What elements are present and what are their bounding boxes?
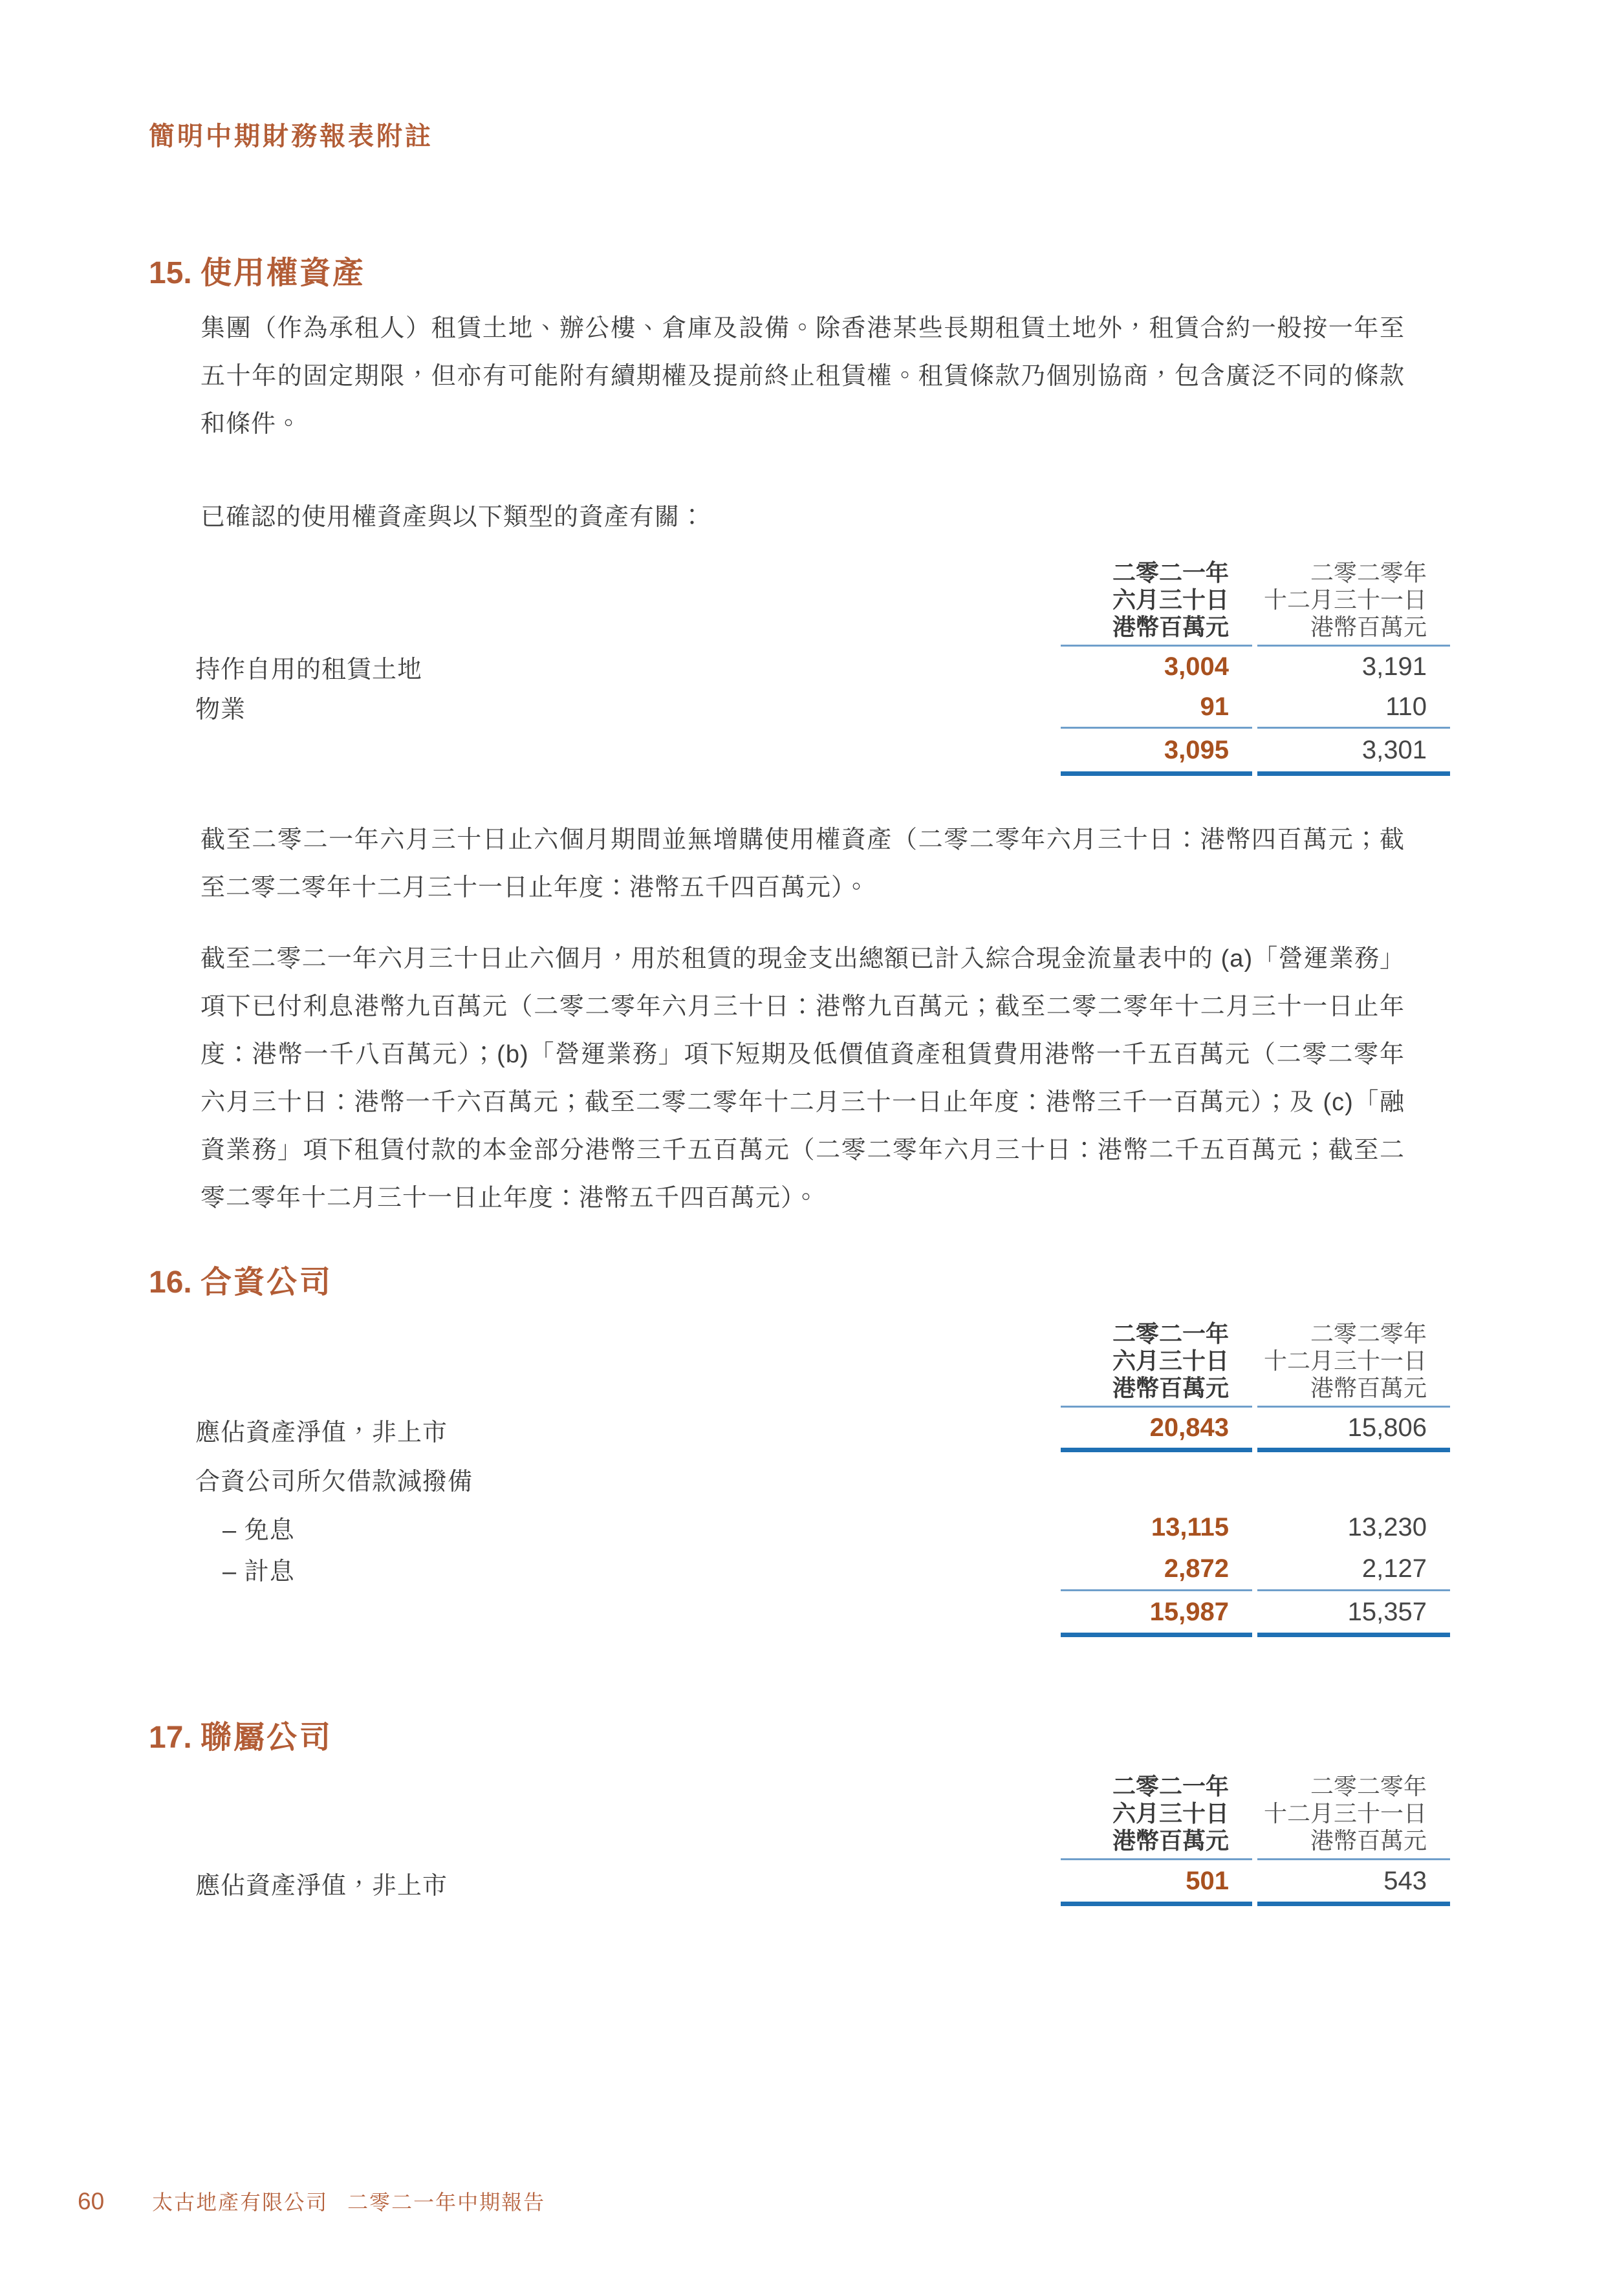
company-name: 太古地產有限公司 (152, 2191, 329, 2214)
value-2021: 20,843 (1061, 1408, 1252, 1452)
section-17-title-text: 聯屬公司 (200, 1721, 333, 1755)
total-2020: 15,357 (1257, 1589, 1450, 1637)
row-label: 持作自用的租賃土地 (195, 656, 423, 683)
column-header-2020: 二零二零年 十二月三十一日 港幣百萬元 (1257, 1773, 1450, 1860)
column-header-2020: 二零二零年 十二月三十一日 港幣百萬元 (1257, 559, 1450, 647)
total-2021: 15,987 (1061, 1589, 1252, 1637)
value-2021: 2,872 (1164, 1554, 1229, 1583)
table-row (195, 687, 1450, 727)
column-header-2021: 二零二一年 六月三十日 港幣百萬元 (1061, 559, 1252, 647)
section-16-title-text: 合資公司 (200, 1265, 333, 1300)
row-label: 物業 (195, 696, 246, 724)
right-of-use-assets-table (190, 559, 1455, 776)
table-header-row (195, 1773, 1450, 1860)
section-15-note-1: 截至二零二一年六月三十日止六個月期間並無增購使用權資產（二零二零年六月三十日：港幣四百萬元；截至二零二零年十二月三十一日止年度：港幣五千四百萬元）。 (200, 826, 1405, 901)
column-header-2021: 二零二一年 六月三十日 港幣百萬元 (1061, 1320, 1252, 1408)
section-15-number: 15. (149, 256, 192, 290)
section-15-note-2: 截至二零二一年六月三十日止六個月，用於租賃的現金支出總額已計入綜合現金流量表中的 (a)「營運業務」項下已付利息港幣九百萬元（二零二零年六月三十日：港幣九百萬元；截至二零二零年十二月三十一日止年度：港幣一千八百萬元）；(b)「營運業務」項下短期及低價值資產租賃費用港幣一千五百萬元（二零二零年六月三十日：港幣一千六百萬元；截至二零二零年十二月三十一日止年度：港幣三千一百萬元）；及 (c)「融資業務」項下租賃付款的本金部分港幣三千五百萬元（二零二零年六月三十日：港幣二千五百萬元；截至二零二零年十二月三十一日止年度：港幣五千四百萬元）。 (200, 945, 1405, 1212)
table-header-row (195, 559, 1450, 647)
table-row (195, 1507, 1450, 1548)
row-label: – 免息 (222, 1516, 295, 1544)
column-header-2021: 二零二一年 六月三十日 港幣百萬元 (1061, 1773, 1252, 1860)
section-16-title (149, 1265, 1604, 1301)
row-label: 應佔資產淨值，非上市 (195, 1419, 448, 1446)
table-group-label-row (195, 1452, 1450, 1507)
table-header-row (195, 1320, 1450, 1408)
value-2020: 15,806 (1257, 1408, 1450, 1452)
section-15-paragraph-2: 已確認的使用權資產與以下類型的資產有關： (200, 504, 706, 531)
value-2020: 110 (1385, 692, 1427, 721)
table-row (195, 1860, 1450, 1906)
row-label: 應佔資產淨值，非上市 (195, 1872, 448, 1900)
associated-companies-table (190, 1773, 1455, 1906)
value-2021: 13,115 (1151, 1512, 1229, 1541)
joint-venture-companies-table (190, 1320, 1455, 1637)
table-total-row (195, 727, 1450, 776)
table-row (195, 1408, 1450, 1452)
report-title: 二零二一年中期報告 (347, 2191, 546, 2214)
total-2020: 3,301 (1257, 727, 1450, 776)
section-17-title (149, 1720, 1604, 1756)
column-header-2020: 二零二零年 十二月三十一日 港幣百萬元 (1257, 1320, 1450, 1408)
section-15-paragraph-1: 集團（作為承租人）租賃土地、辦公樓、倉庫及設備。除香港某些長期租賃土地外，租賃合約一般按一年至五十年的固定期限，但亦有可能附有續期權及提前終止租賃權。租賃條款乃個別協商，包含廣泛不同的條款和條件。 (200, 315, 1405, 438)
value-2021: 501 (1061, 1860, 1252, 1906)
value-2020: 13,230 (1347, 1512, 1427, 1541)
table-row (195, 647, 1450, 687)
value-2020: 3,191 (1361, 652, 1427, 681)
row-label: 合資公司所欠借款減撥備 (195, 1468, 473, 1496)
document-header: 簡明中期財務報表附註 (149, 122, 433, 151)
section-16-number: 16. (149, 1265, 192, 1300)
table-row (195, 1548, 1450, 1589)
value-2021: 3,004 (1164, 652, 1229, 681)
total-2021: 3,095 (1061, 727, 1252, 776)
page-footer (78, 2186, 545, 2216)
section-17-number: 17. (149, 1721, 192, 1755)
value-2021: 91 (1200, 692, 1229, 721)
row-label: – 計息 (222, 1558, 295, 1585)
value-2020: 2,127 (1361, 1554, 1427, 1583)
table-total-row (195, 1589, 1450, 1637)
section-15-title (149, 255, 1604, 292)
page-number: 60 (78, 2188, 105, 2215)
value-2020: 543 (1257, 1860, 1450, 1906)
section-15-title-text: 使用權資產 (200, 256, 366, 290)
